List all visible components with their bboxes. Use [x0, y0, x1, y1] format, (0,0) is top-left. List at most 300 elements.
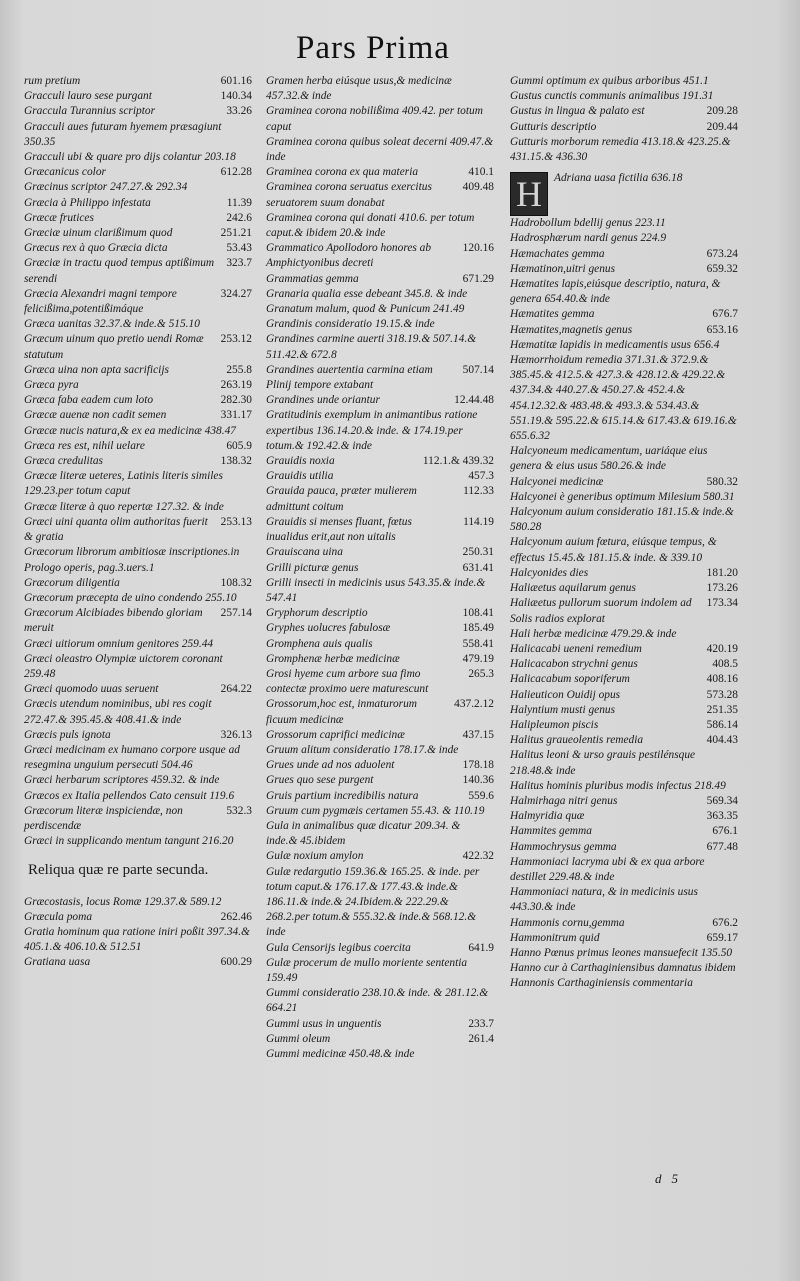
entry-text: Gratitudinis exemplum in animantibus ratione expertibus 136.14.20.& inde. & 174.19.per totum.& 192.42.& inde: [266, 409, 478, 452]
entry-text: Græciæ uinum clarißimum quod: [24, 227, 173, 240]
index-entry: [266, 743, 494, 758]
entry-text: Hanno cur à Carthaginiensibus damnatus ibidem: [510, 962, 736, 975]
index-column-1: [24, 74, 252, 971]
entry-page-ref: 209.44: [706, 120, 738, 133]
entry-text: Hammoniaci lacryma ubi & ex qua arbore destillet 229.48.& inde: [510, 855, 705, 883]
entry-text: Græcæ literæ à quo repertæ 127.32. & inde: [24, 500, 224, 513]
signature-letter: d: [655, 1171, 662, 1186]
index-entry: [510, 627, 738, 642]
entry-text: Græca uina non apta sacrificijs: [24, 363, 169, 376]
index-entry: [24, 500, 252, 515]
entry-text: Gruis partium incredibilis natura: [266, 789, 419, 802]
entry-text: Grauidis utilia: [266, 470, 334, 483]
entry-text: Hammoniaci natura, & in medicinis usus 443.30.& inde: [510, 886, 698, 914]
index-entry: [24, 743, 252, 773]
entry-text: Gulæ procerum de mullo moriente sententia 159.49: [266, 956, 468, 984]
index-entry: [24, 773, 252, 788]
entry-page-ref: 185.49: [462, 622, 494, 635]
index-entry: [266, 956, 494, 986]
entry-text: Græcæ literæ ueteres, Latinis literis similes 129.23.per totum caput: [24, 470, 223, 498]
entry-text: Gromphenæ herbæ medicinæ: [266, 652, 400, 665]
index-entry: [266, 652, 494, 667]
entry-text: Græcostasis, locus Romæ 129.37.& 589.12: [24, 895, 222, 908]
index-entry: [266, 986, 494, 1016]
entry-page-ref: 586.14: [706, 718, 738, 731]
index-entry: [510, 323, 738, 338]
entry-page-ref: 600.29: [220, 956, 252, 969]
entry-page-ref: 410.1: [468, 166, 494, 179]
index-entry: [24, 104, 252, 119]
entry-page-ref: 677.48: [706, 840, 738, 853]
entry-page-ref: 53.43: [226, 242, 252, 255]
entry-text: Græci quomodo uuas seruent: [24, 683, 159, 696]
index-entry: [24, 515, 252, 545]
index-entry: [266, 758, 494, 773]
index-entry: [24, 165, 252, 180]
signature-mark: [645, 1171, 678, 1187]
index-entry: [266, 667, 494, 697]
index-entry: [266, 287, 494, 302]
index-entry: [266, 332, 494, 362]
entry-text: Graminea corona quibus soleat decerni 409.47.& inde: [266, 135, 494, 164]
index-entry: [24, 910, 252, 925]
entry-text: Gulæ noxium amylon: [266, 850, 364, 863]
entry-page-ref: 12.44.48: [454, 394, 494, 407]
entry-text: Hammonis cornu,gemma: [510, 916, 625, 929]
index-entry: [510, 733, 738, 748]
entry-text: Hæmachates gemma: [510, 247, 605, 260]
entry-text: Græca faba eadem cum loto: [24, 394, 154, 407]
entry-page-ref: 108.41: [462, 607, 494, 620]
entry-text: Gromphena auis qualis: [266, 637, 373, 650]
entry-text: Gruum cum pygmæis certamen 55.43. & 110.19: [266, 804, 485, 817]
entry-text: Halitus graueolentis remedia: [510, 734, 644, 747]
page-title: Pars Prima: [296, 30, 450, 66]
entry-text: Græca credulitas: [24, 455, 103, 468]
index-entry: [266, 363, 494, 393]
index-entry: [510, 855, 738, 885]
index-entry: [266, 865, 494, 941]
index-entry: [266, 484, 494, 514]
entry-text: Grauidis noxia: [266, 455, 335, 468]
index-entry: [266, 576, 494, 606]
entry-text: Gummi optimum ex quibus arboribus 451.1: [510, 75, 709, 87]
entry-page-ref: 676.1: [712, 825, 738, 838]
entry-text: Hæmatinon,uitri genus: [510, 262, 616, 275]
index-entry: [24, 256, 252, 286]
entry-text: Grauida pauca, præter mulierem admittunt coitum: [266, 485, 417, 513]
entry-text: Graminea corona nobilißima 409.42. per totum caput: [266, 105, 483, 133]
index-entry: [266, 728, 494, 743]
entry-text: Graccula Turannius scriptor: [24, 105, 156, 118]
index-entry: [510, 779, 738, 794]
entry-page-ref: 641.9: [468, 941, 494, 954]
entry-page-ref: 659.17: [706, 931, 738, 944]
entry-page-ref: 264.22: [220, 683, 252, 696]
index-entry: [24, 804, 252, 834]
entry-text: Grammatico Apollodoro honores ab Amphictyonibus decreti: [266, 242, 432, 270]
index-entry: [510, 809, 738, 824]
entry-page-ref: 112.33: [463, 485, 494, 498]
entry-page-ref: 532.3: [226, 804, 252, 817]
entry-page-ref: 262.46: [220, 910, 252, 923]
section-heading: Reliqua quæ re parte secunda.: [28, 862, 209, 879]
index-entry: [510, 505, 738, 535]
index-entry: [266, 104, 494, 134]
index-entry: [266, 515, 494, 545]
index-entry: [510, 946, 738, 961]
entry-text: Græca res est, nihil uelare: [24, 439, 145, 452]
index-entry: [24, 925, 252, 955]
index-entry: [266, 819, 494, 849]
entry-text: Hammochrysus gemma: [510, 840, 617, 853]
entry-text: Hanno Pœnus primus leones mansuefecit 135.50: [510, 946, 733, 959]
entry-text: Græcula poma: [24, 910, 93, 923]
entry-text: Grilli picturæ genus: [266, 561, 359, 574]
entry-page-ref: 173.26: [706, 582, 738, 595]
entry-text: Græci uini quanta olim authoritas fuerit & gratia: [24, 515, 208, 544]
entry-text: Græcis puls ignota: [24, 728, 111, 741]
entry-text: Græci uitiorum omnium genitores 259.44: [24, 637, 214, 650]
index-entry: [24, 89, 252, 104]
entry-text: Gratia hominum qua ratione iniri poßit 397.34.& 405.1.& 406.10.& 512.51: [24, 925, 250, 954]
entry-page-ref: 580.32: [706, 475, 738, 488]
entry-text: Grossorum,hoc est, inmaturorum ficuum medicinæ: [266, 698, 418, 726]
entry-page-ref: 261.4: [468, 1032, 494, 1045]
index-entry: [266, 211, 494, 241]
entry-text: Halicacabi ueneni remedium: [510, 642, 642, 655]
entry-page-ref: 326.13: [220, 728, 252, 741]
entry-text: Gutturis descriptio: [510, 120, 597, 133]
entry-text: Adriana uasa fictilia 636.18: [554, 172, 683, 185]
entry-text: Gutturis morborum remedia 413.18.& 423.25.& 431.15.& 436.30: [510, 135, 731, 164]
index-entry: [510, 718, 738, 733]
entry-text: Gummi oleum: [266, 1032, 331, 1045]
index-entry: [266, 302, 494, 317]
index-entry: [510, 444, 738, 474]
index-entry: [24, 697, 252, 727]
entry-text: Gracculi ubi & quare pro dijs colantur 203.18: [24, 151, 236, 164]
entry-page-ref: 255.8: [226, 363, 252, 376]
entry-text: Halmyridia quæ: [510, 810, 585, 823]
entry-text: Græca pyra: [24, 379, 79, 392]
entry-page-ref: 250.31: [462, 546, 494, 559]
entry-text: Gula Censorijs legibus coercita: [266, 941, 411, 954]
index-entry: [510, 490, 738, 505]
index-entry: [510, 581, 738, 596]
entry-text: Halcyonei medicinæ: [510, 475, 604, 488]
entry-text: Halcyonum auium fœtura, eiúsque tempus, & effectus 15.45.& 181.15.& inde. & 339.10: [510, 536, 717, 564]
index-entry: [510, 672, 738, 687]
entry-text: Græcorum literæ inspiciendæ, non perdiscendæ: [24, 804, 183, 832]
index-entry: [266, 941, 494, 956]
entry-page-ref: 181.20: [706, 566, 738, 579]
entry-page-ref: 263.19: [220, 379, 252, 392]
entry-text: Grandines carmine auerti 318.19.& 507.14.& 511.42.& 672.8: [266, 333, 477, 361]
entry-text: Hadrosphærum nardi genus 224.9: [510, 232, 667, 245]
entry-text: Hammites gemma: [510, 825, 592, 838]
index-entry: [24, 74, 252, 89]
index-column-3: [510, 74, 738, 992]
entry-text: Grilli insecti in medicinis usus 543.35.& inde.& 547.41: [266, 576, 486, 604]
index-entry: [266, 74, 494, 104]
entry-page-ref: 676.2: [712, 916, 738, 929]
entry-text: Hali herbæ medicinæ 479.29.& inde: [510, 627, 677, 640]
index-entry: [510, 247, 738, 262]
index-entry: [510, 688, 738, 703]
entry-page-ref: 479.19: [462, 652, 494, 665]
entry-page-ref: 251.35: [706, 703, 738, 716]
entry-text: Gracculi lauro sese purgant: [24, 90, 152, 103]
entry-text: rum pretium: [24, 75, 81, 87]
index-entry: [266, 135, 494, 165]
entry-page-ref: 605.9: [226, 439, 252, 452]
index-entry: [24, 378, 252, 393]
entry-page-ref: 437.15: [462, 728, 494, 741]
index-entry: [24, 789, 252, 804]
entry-text: Græcia Alexandri magni tempore felicißima,potentißimáque: [24, 287, 177, 316]
entry-text: Hammonitrum quid: [510, 931, 600, 944]
entry-text: Græca uanitas 32.37.& inde.& 515.10: [24, 318, 200, 331]
entry-text: Gummi consideratio 238.10.& inde. & 281.12.& 664.21: [266, 987, 489, 1015]
entry-page-ref: 420.19: [706, 642, 738, 655]
entry-page-ref: 671.29: [462, 272, 494, 285]
entry-text: Haliæetus aquilarum genus: [510, 582, 636, 595]
entry-page-ref: 653.16: [706, 323, 738, 336]
index-entry: [24, 241, 252, 256]
index-entry: [24, 363, 252, 378]
entry-page-ref: 408.5: [712, 658, 738, 671]
entry-text: Grues quo sese purgent: [266, 774, 374, 787]
index-entry: [24, 120, 252, 150]
entry-page-ref: 673.24: [706, 247, 738, 260]
index-entry: [510, 885, 738, 915]
entry-page-ref: 140.36: [462, 774, 494, 787]
entry-text: Graminea corona seruatus exercitus seruatorem suum donabat: [266, 181, 432, 209]
index-entry: [266, 165, 494, 180]
entry-page-ref: 209.28: [706, 105, 738, 118]
entry-text: Græci oleastro Olympiæ uictorem coronant 259.48: [24, 652, 223, 680]
entry-text: Græcæ auenæ non cadit semen: [24, 409, 167, 422]
entry-page-ref: 257.14: [220, 607, 252, 620]
entry-text: Grues unde ad nos aduolent: [266, 759, 395, 772]
index-entry: [24, 287, 252, 317]
index-entry: [24, 408, 252, 423]
entry-text: Gruum alitum consideratio 178.17.& inde: [266, 743, 459, 756]
index-entry: [24, 317, 252, 332]
index-entry: [24, 728, 252, 743]
entry-text: Græci medicinam ex humano corpore usque ad resegmina unguium persecuti 504.46: [24, 743, 240, 772]
entry-text: Graminea corona ex qua materia: [266, 166, 419, 179]
index-entry: [24, 424, 252, 439]
entry-page-ref: 138.32: [220, 455, 252, 468]
index-entry: [266, 773, 494, 788]
index-entry: [266, 804, 494, 819]
index-entry: [510, 475, 738, 490]
index-entry: [510, 231, 738, 246]
entry-text: Hæmatites lapis,eiúsque descriptio, natura, & genera 654.40.& inde: [510, 278, 721, 306]
entry-page-ref: 140.34: [220, 90, 252, 103]
entry-text: Halyntium musti genus: [510, 703, 616, 716]
entry-text: Gryphorum descriptio: [266, 607, 368, 620]
index-entry: [266, 241, 494, 271]
entry-text: Græcos ex Italia pellendos Cato censuit 119.6: [24, 789, 235, 802]
index-entry: [510, 535, 738, 565]
entry-text: Graminea corona qui donati 410.6. per totum caput.& ibidem 20.& inde: [266, 211, 475, 240]
entry-page-ref: 114.19: [463, 515, 494, 528]
index-entry: [266, 621, 494, 636]
entry-text: Halieuticon Ouidij opus: [510, 688, 621, 701]
index-entry: [510, 703, 738, 718]
index-entry: [266, 272, 494, 287]
index-entry: [266, 469, 494, 484]
index-entry: [510, 931, 738, 946]
index-entry: [510, 748, 738, 778]
index-entry: [266, 545, 494, 560]
entry-text: Halmirhaga nitri genus: [510, 794, 618, 807]
entry-text: Græci herbarum scriptores 459.32. & inde: [24, 774, 220, 787]
index-entry: [24, 439, 252, 454]
entry-page-ref: 559.6: [468, 789, 494, 802]
index-entry: [24, 454, 252, 469]
entry-page-ref: 612.28: [220, 166, 252, 179]
entry-page-ref: 282.30: [220, 394, 252, 407]
entry-page-ref: 108.32: [220, 576, 252, 589]
entry-text: Grosi hyeme cum arbore sua fimo contectæ proximo uere maturescunt: [266, 667, 429, 696]
index-entry: [510, 566, 738, 581]
index-entry: [510, 642, 738, 657]
index-entry: [24, 591, 252, 606]
entry-page-ref: 631.41: [462, 561, 494, 574]
entry-page-ref: 409.48: [462, 181, 494, 194]
entry-page-ref: 323.7: [226, 257, 252, 270]
entry-text: Hæmatites gemma: [510, 308, 595, 321]
entry-text: Haliæetus pullorum suorum indolem ad Solis radios explorat: [510, 597, 692, 625]
index-entry: [24, 895, 252, 910]
index-entry: [266, 454, 494, 469]
index-entry: [510, 824, 738, 839]
entry-text: Grandines unde oriantur: [266, 394, 380, 407]
entry-page-ref: 573.28: [706, 688, 738, 701]
index-entry: [266, 317, 494, 332]
index-entry: [266, 393, 494, 408]
index-entry: [510, 277, 738, 307]
entry-text: Halcyonei è generibus optimum Milesium 580.31: [510, 490, 735, 503]
entry-page-ref: 173.34: [706, 597, 738, 610]
entry-text: Gummi usus in unguentis: [266, 1017, 382, 1030]
entry-page-ref: 363.35: [706, 810, 738, 823]
entry-text: Grammatias gemma: [266, 272, 359, 285]
index-entry: [24, 955, 252, 970]
index-entry: [510, 840, 738, 855]
entry-text: Græcorum librorum ambitiosæ inscriptiones.in Prologo operis, pag.3.uers.1: [24, 546, 240, 574]
entry-page-ref: 404.43: [706, 734, 738, 747]
entry-page-ref: 558.41: [462, 637, 494, 650]
entry-text: Gratiana uasa: [24, 956, 91, 969]
index-entry: [510, 104, 738, 119]
entry-text: Halcyoneum medicamentum, uariáque eius genera & eius usus 580.26.& inde: [510, 445, 708, 473]
index-entry: [266, 849, 494, 864]
entry-page-ref: 324.27: [220, 287, 252, 300]
entry-text: Grauiscana uina: [266, 546, 343, 559]
entry-text: Græcum uinum quo pretio uendi Romæ statutum: [24, 333, 204, 361]
entry-text: Græcorum diligentia: [24, 576, 120, 589]
index-entry: [510, 74, 738, 89]
entry-text: Græci in supplicando mentum tangunt 216.20: [24, 835, 234, 848]
entry-page-ref: 331.17: [220, 409, 252, 422]
entry-text: Halitus hominis pluribus modis infectus 218.49: [510, 779, 726, 792]
entry-text: Hæmorrhoidum remedia 371.31.& 372.9.& 385.45.& 412.5.& 427.3.& 428.12.& 429.22.& 437.34.& 440.27.& 450.27.& 452.4.& 454.12.32.& 483.48.& 493.3.& 534.43.& 551.19.& 595.22.& 615.14.& 617.43.& 619.16.& 655.6.32: [510, 354, 737, 443]
entry-text: Gula in animalibus quæ dicatur 209.34. & inde.& 45.ibidem: [266, 819, 461, 848]
entry-text: Hæmatites,magnetis genus: [510, 323, 633, 336]
entry-text: Grauidis si menses fluant, fœtus inualidus erit,aut non uitalis: [266, 515, 412, 544]
entry-text: Græcus rex à quo Græcia dicta: [24, 242, 168, 255]
entry-text: Halicacabum soporiferum: [510, 673, 630, 686]
index-entry: [510, 135, 738, 165]
entry-text: Hannonis Carthaginiensis commentaria: [510, 977, 693, 990]
entry-text: Grandinis consideratio 19.15.& inde: [266, 318, 435, 331]
entry-text: Grandines auertentia carmina etiam Plinij tempore extabant: [266, 363, 433, 392]
entry-text: Granatum malum, quod & Punicum 241.49: [266, 303, 465, 316]
index-entry: [266, 561, 494, 576]
entry-text: Gustus in lingua & palato est: [510, 105, 645, 118]
entry-text: Halipleumon piscis: [510, 718, 599, 731]
index-column-2: [266, 74, 494, 1062]
entry-text: Halitus leoni & urso grauis pestilénsque 218.48.& inde: [510, 749, 696, 777]
index-entry: [510, 89, 738, 104]
entry-page-ref: 253.12: [220, 333, 252, 346]
entry-text: Gulæ redargutio 159.36.& 165.25. & inde. per totum caput.& 176.17.& 177.43.& inde.& 186.11.& inde.& 24.Ibidem.& 222.29.& 268.2.per totum.& 555.32.& inde.& 568.12.& inde: [266, 865, 480, 939]
entry-page-ref: 457.3: [468, 470, 494, 483]
entry-text: Græcorum præcepta de uino condendo 255.10: [24, 591, 237, 604]
index-entry: [510, 171, 738, 216]
entry-page-ref: 33.26: [226, 105, 252, 118]
index-entry: [24, 226, 252, 241]
entry-page-ref: 112.1.& 439.32: [422, 455, 494, 468]
index-entry: [24, 469, 252, 499]
entry-page-ref: 120.16: [462, 242, 494, 255]
entry-page-ref: 178.18: [462, 759, 494, 772]
entry-text: Halicacabon strychni genus: [510, 658, 638, 671]
index-entry: [510, 794, 738, 809]
index-entry: [510, 216, 738, 231]
index-entry: [266, 697, 494, 727]
index-entry: [24, 606, 252, 636]
index-entry: [24, 637, 252, 652]
index-entry: [510, 596, 738, 626]
index-entry: [510, 338, 738, 353]
index-entry: [510, 307, 738, 322]
entry-text: Gramen herba eiúsque usus,& medicinæ 457.32.& inde: [266, 75, 452, 103]
entry-text: Gummi medicinæ 450.48.& inde: [266, 1048, 415, 1060]
index-entry: [24, 652, 252, 682]
index-entry: [24, 682, 252, 697]
entry-page-ref: 507.14: [462, 363, 494, 376]
entry-text: Græcæ nucis natura,& ex ea medicinæ 438.47: [24, 424, 236, 437]
entry-text: Hæmatitæ lapidis in medicamentis usus 656.4: [510, 338, 720, 351]
entry-text: Hadrobollum bdellij genus 223.11: [510, 217, 666, 230]
entry-text: Græciæ in tractu quod tempus aptißimum serendi: [24, 257, 215, 285]
entry-page-ref: 437.2.12: [454, 698, 494, 711]
entry-page-ref: 601.16: [220, 75, 252, 87]
entry-text: Græcis utendum nominibus, ubi res cogit 272.47.& 395.45.& 408.41.& inde: [24, 698, 212, 726]
entry-page-ref: 253.13: [220, 515, 252, 528]
index-entry: [24, 393, 252, 408]
entry-text: Halcyonides dies: [510, 566, 589, 579]
entry-text: Granaria qualia esse debeant 345.8. & inde: [266, 287, 468, 300]
index-entry: [510, 120, 738, 135]
entry-text: Halcyonum auium consideratio 181.15.& inde.& 580.28: [510, 506, 734, 534]
